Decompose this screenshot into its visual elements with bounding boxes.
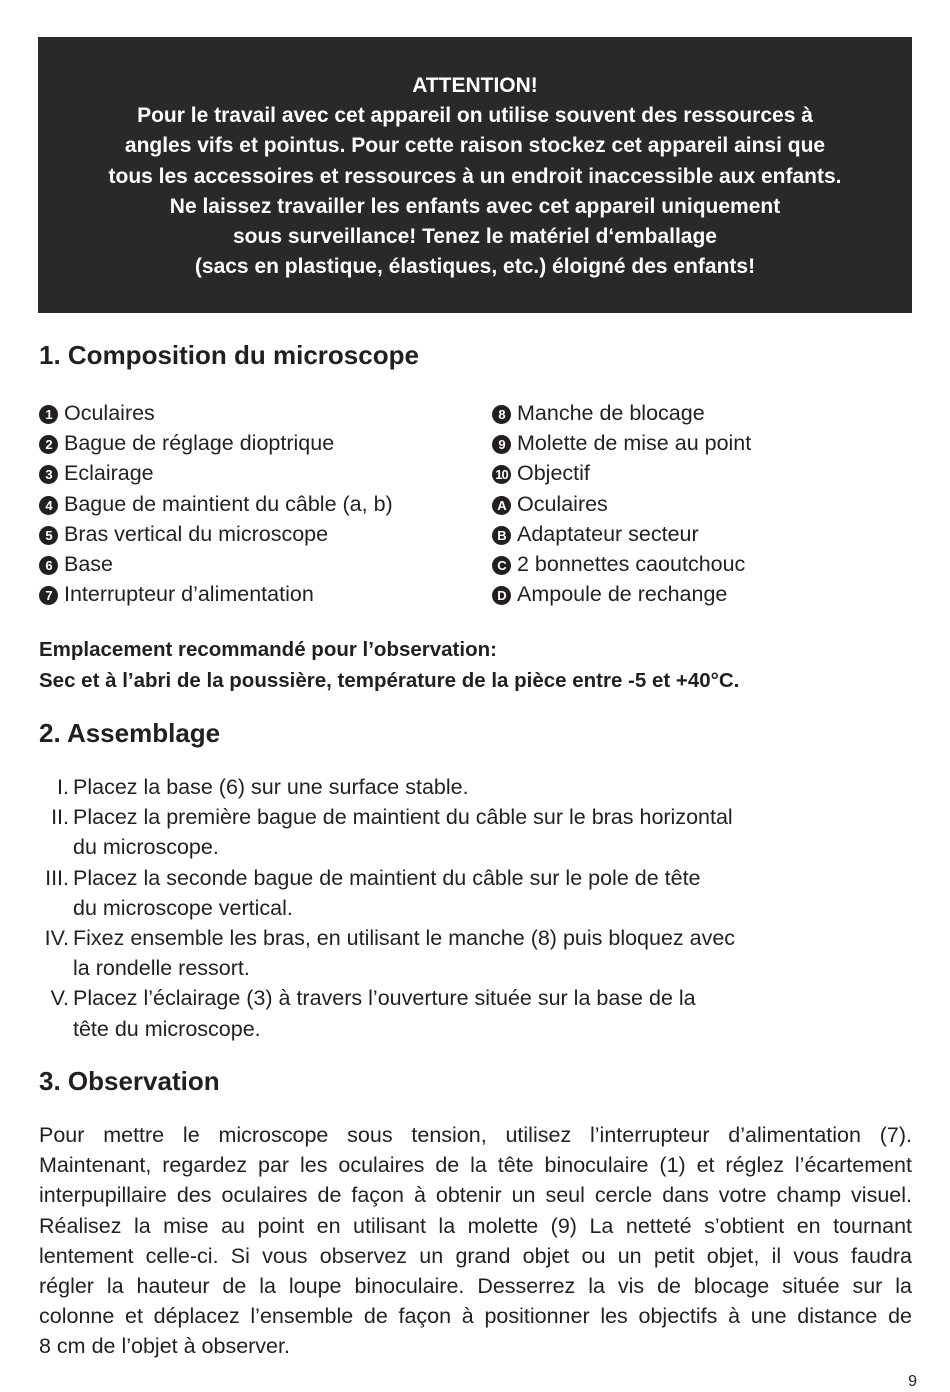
item-label: Objectif xyxy=(517,461,590,486)
item-label: Interrupteur d’alimentation xyxy=(64,582,314,607)
step-text: tête du microscope. xyxy=(73,1016,261,1041)
assembly-step xyxy=(39,802,735,862)
item-label: Bague de maintient du câble (a, b) xyxy=(64,491,393,516)
number-marker: 7 xyxy=(39,586,58,605)
section-2-title: 2. Assemblage xyxy=(39,718,221,748)
list-item xyxy=(39,398,393,428)
warning-line: Pour le travail avec cet appareil on utilise souvent des ressources à xyxy=(137,104,813,128)
paragraph-line: Maintenant, regardez par les oculaires de la tête binoculaire (1) et réglez l’écartement xyxy=(39,1153,912,1178)
section-1-title: 1. Composition du microscope xyxy=(39,340,419,370)
letter-marker: B xyxy=(492,526,511,545)
item-label: Ampoule de rechange xyxy=(517,582,728,607)
step-text: du microscope vertical. xyxy=(73,895,293,920)
list-item xyxy=(492,398,751,428)
number-marker: 9 xyxy=(492,435,511,454)
warning-line: sous surveillance! Tenez le matériel d‘emballage xyxy=(233,225,717,249)
step-text: Placez l’éclairage (3) à travers l’ouverture située sur la base de la xyxy=(73,986,696,1011)
item-label: Oculaires xyxy=(64,401,155,425)
paragraph-line: régler la hauteur de la loupe binoculaire. Desserrez la vis de blocage située sur la xyxy=(39,1274,912,1299)
warning-line: angles vifs et pointus. Pour cette raison stockez cet appareil ainsi que xyxy=(124,134,826,158)
list-item xyxy=(39,579,393,609)
assembly-step xyxy=(39,772,735,802)
assembly-step xyxy=(39,863,735,923)
item-label: Bras vertical du microscope xyxy=(64,521,329,546)
recommended-location xyxy=(39,634,739,696)
number-marker: 10 xyxy=(492,465,511,484)
number-marker: 3 xyxy=(39,465,58,484)
assembly-step xyxy=(39,983,735,1043)
assembly-step xyxy=(39,923,735,983)
step-number: II. xyxy=(51,805,69,830)
paragraph-line: lentement celle-ci. Si vous observez un grand objet ou un petit objet, il vous faudra xyxy=(39,1243,912,1268)
list-item xyxy=(39,458,393,488)
warning-line: ATTENTION! xyxy=(412,74,538,97)
list-item xyxy=(492,519,751,549)
list-item xyxy=(492,579,751,609)
step-number: IV. xyxy=(44,926,69,951)
list-item xyxy=(492,428,751,458)
letter-marker: D xyxy=(492,586,511,605)
letter-marker: C xyxy=(492,556,511,575)
recommendation-text: Sec et à l’abri de la poussière, température de la pièce entre -5 et +40°C. xyxy=(39,669,740,692)
paragraph-line: 8 cm de l’objet à observer. xyxy=(39,1334,290,1359)
item-label: Eclairage xyxy=(64,461,154,486)
step-text: du microscope. xyxy=(73,835,219,860)
page-number: 9 xyxy=(908,1373,917,1390)
letter-marker: A xyxy=(492,496,511,515)
step-text: Placez la première bague de maintient du câble sur le bras horizontal xyxy=(73,805,733,830)
item-label: Base xyxy=(64,552,114,577)
list-item xyxy=(39,428,393,458)
observation-paragraph xyxy=(39,1120,912,1362)
number-marker: 2 xyxy=(39,435,58,454)
list-item xyxy=(39,519,393,549)
number-marker: 1 xyxy=(39,405,58,424)
step-text: Fixez ensemble les bras, en utilisant le manche (8) puis bloquez avec xyxy=(73,926,736,951)
list-item xyxy=(492,458,751,488)
step-text: Placez la base (6) sur une surface stable. xyxy=(73,775,469,799)
paragraph-line: colonne et déplacez l’ensemble de façon à positionner les objectifs à une distance de xyxy=(39,1304,912,1329)
list-item xyxy=(492,489,751,519)
item-label: Oculaires xyxy=(517,491,608,516)
item-label: Manche de blocage xyxy=(517,401,705,425)
list-item xyxy=(39,549,393,579)
list-item xyxy=(39,489,393,519)
components-list-left xyxy=(39,398,393,609)
number-marker: 4 xyxy=(39,496,58,515)
warning-line: Ne laissez travailler les enfants avec cet appareil uniquement xyxy=(169,194,781,218)
warning-line: tous les accessoires et ressources à un endroit inaccessible aux enfants. xyxy=(108,164,842,188)
paragraph-line: Réalisez la mise au point en utilisant la molette (9) La netteté s’obtient en tournant xyxy=(39,1213,912,1238)
item-label: Molette de mise au point xyxy=(517,431,752,456)
warning-box xyxy=(38,37,912,313)
item-label: 2 bonnettes caoutchouc xyxy=(517,552,746,577)
warning-line: (sacs en plastique, élastiques, etc.) éloigné des enfants! xyxy=(194,255,756,279)
section-3-title: 3. Observation xyxy=(39,1066,220,1096)
step-text: Placez la seconde bague de maintient du câble sur le pole de tête xyxy=(73,865,701,890)
number-marker: 8 xyxy=(492,405,511,424)
paragraph-line: interpupillaire des oculaires de façon à obtenir un seul cercle dans votre champ visuel. xyxy=(39,1183,912,1208)
item-label: Adaptateur secteur xyxy=(517,521,699,546)
number-marker: 6 xyxy=(39,556,58,575)
paragraph-line: Pour mettre le microscope sous tension, utilisez l’interrupteur d’alimentation (7). xyxy=(39,1123,912,1147)
step-number: V. xyxy=(50,986,69,1011)
list-item xyxy=(492,549,751,579)
step-number: I. xyxy=(57,775,69,799)
components-list-right xyxy=(492,398,751,609)
number-marker: 5 xyxy=(39,526,58,545)
recommendation-heading: Emplacement recommandé pour l’observation: xyxy=(39,638,497,661)
item-label: Bague de réglage dioptrique xyxy=(64,431,335,456)
step-number: III. xyxy=(45,865,69,890)
step-text: la rondelle ressort. xyxy=(73,956,250,981)
assembly-steps xyxy=(39,772,735,1044)
